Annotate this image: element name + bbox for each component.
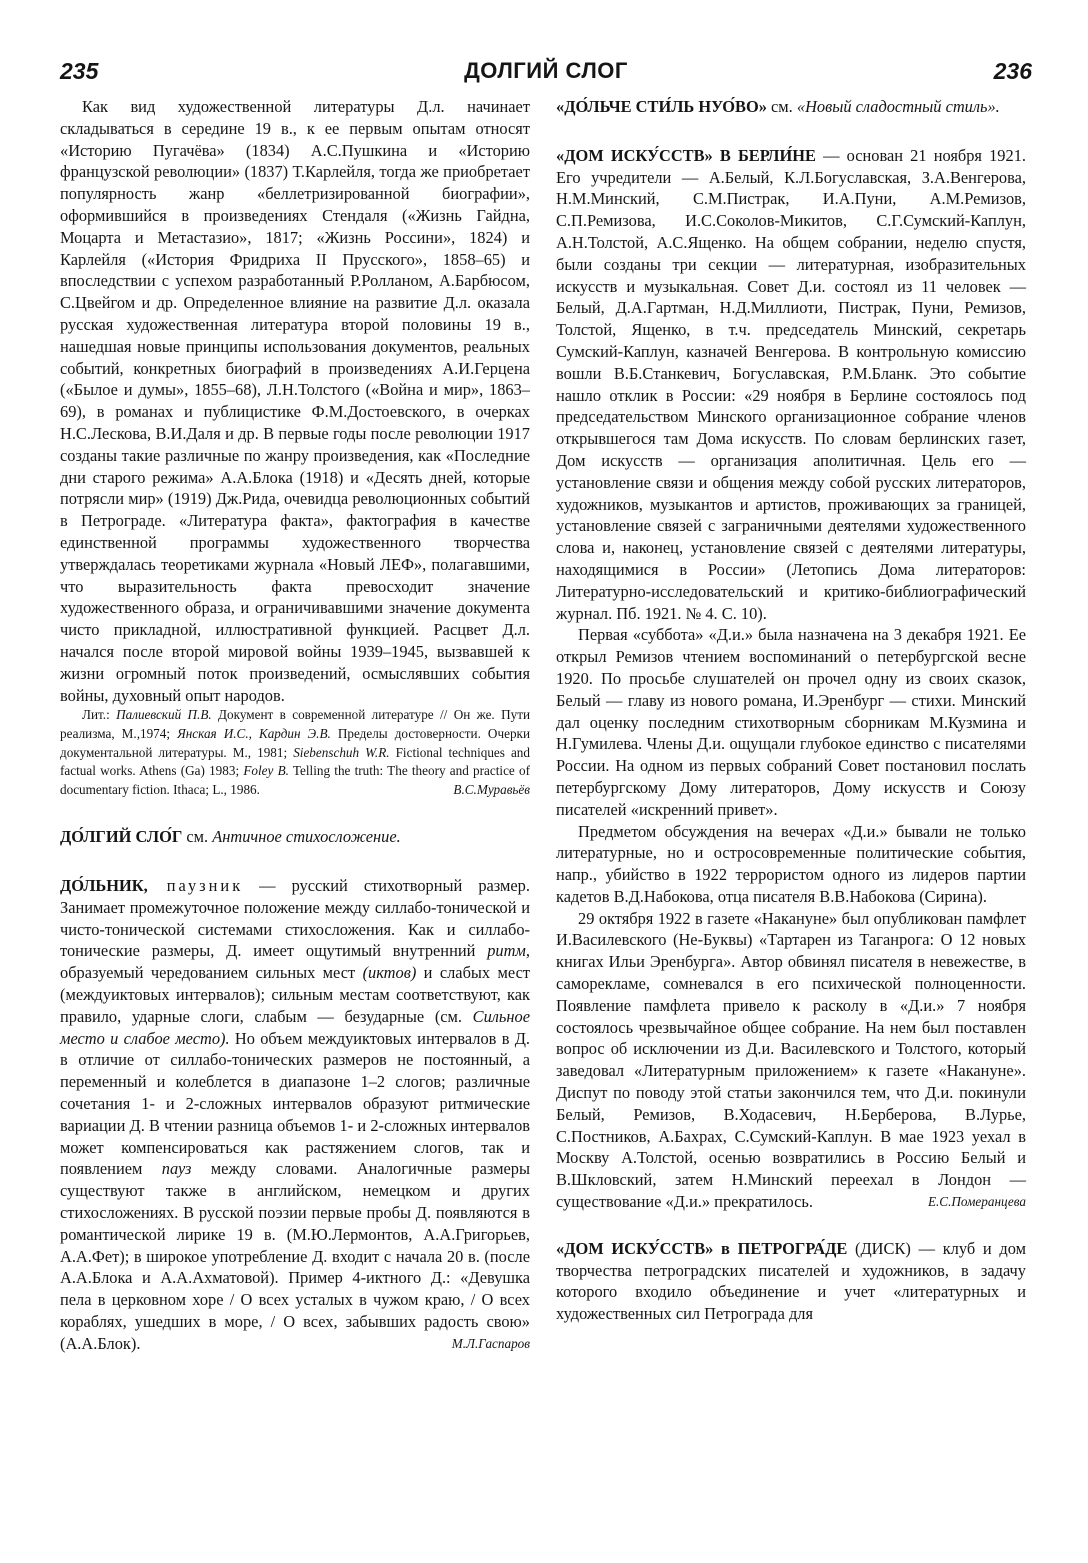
see-label: см. — [766, 97, 797, 116]
entry-spacer — [556, 118, 1026, 145]
cross-reference-link[interactable]: Сильное место и слабое место). — [60, 1006, 530, 1048]
entry-paragraph: Первая «суббота» «Д.и.» была назначена на 3 декабря 1921. Ее открыл Ремизов чтением воспоминаний о петербургской весне 1920. По просьбе слушателей он прочел одну из своих сказок, Белый — главу из нового романа, И.Эренбург — стихи. Минский дал оценку последним стихотворным сборникам М.Кузмина и Н.Гумилева. Члены Д.и. ощущали глубокое единство с писателями России. На одном из первых собраний Совет постановил послать петербургскому Дому литераторов, Дому искусств и Союзу писателей «искренний привет». — [556, 625, 1026, 819]
entry-paragraph — [556, 145, 1026, 625]
entry-headword: «ДО́ЛЬЧЕ СТИ́ЛЬ НУО́ВО» — [556, 97, 767, 116]
lit-title: Пределы достоверности. Очерки документальной литературы. М., 1981; — [60, 725, 530, 760]
right-column — [556, 96, 1026, 1325]
entry-text: , образуемый чередованием сильных мест — [60, 941, 530, 983]
lit-author: Siebenschuh W.R. — [293, 744, 390, 760]
cross-reference-link[interactable]: пауз — [161, 1159, 192, 1179]
page-number-left: 235 — [60, 58, 99, 84]
cross-reference-link[interactable]: Античное стихосложение. — [212, 827, 401, 847]
entry-text: Но объем междуиктовых интервалов в Д. в отличие от силлабо-тонических размеров не постоянный, а переменный и колеблется в диапазоне 1–2 слогов; различные сочетания 1- и 2-сложных интервалов образуют ритмические вариации Д. В чтении разница объемов 1- и 2-сложных интервалов может компенсироваться как растяжением слогов, так и появлением — [60, 1028, 531, 1179]
entry-cross-reference — [60, 826, 530, 848]
article-author: Е.С.Померанцева — [927, 1194, 1026, 1210]
entry-text: 29 октября 1922 в газете «Накануне» был опубликован памфлет И.Василевского (Не-Буквы) «Тартарен из Таганрога: О 12 новых книгах Ильи Эренбурга». Автор обвинял писателя в невежестве, в саморекламе, сомневался в его психической полноценности. Появление памфлета привело к расколу в «Д.и.» 7 ноября состоялось чрезвычайное общее собрание. На нем был поставлен вопрос об исключении из Д.и. Василевского и Толстого, который заведовал «Литературным приложением» к газете «Накануне». Диспут по поводу этой статьи закончился тем, что Д.и. покинули Белый, Ремизов, В.Ходасевич, Н.Берберова, В.Лурье, С.Постников, А.Бахрах, С.Сумский-Каплун. В мае 1923 уехал в Москву А.Толстой, осенью возвратились в Россию Белый и В.Шкловский, затем Н.Минский переехал в Лондон — существование «Д.и.» прекратилось. — [556, 908, 1026, 1212]
entry-text: и слабых мест (междуиктовых интервалов); сильным местам соответствуют, как правило, ударные слоги, слабым — безударные (см. — [60, 963, 531, 1026]
lit-author: Палиевский П.В. — [116, 707, 212, 723]
lit-author: Янская И.С., Кардин Э.В. — [177, 725, 331, 741]
entry-paragraph: Как вид художественной литературы Д.л. начинает складываться в середине 19 в., к ее первым опытам относят «Историю Пугачёва» (1834) А.С.Пушкина и «Историю французской революции» (1837) Т.Карлейля, тогда же приобретает популярность жанр «беллетризированной биографии», оформившийся в произведениях Стендаля («Жизнь Гайдна, Моцарта и Метастазио», 1817; «Жизнь Россини», 1824) и Карлейля («История Фридриха II Прусского», 1858–65) и впоследствии с успехом разработанный Р.Ролланом, А.Барбюсом, С.Цвейгом и др. Определенное влияние на развитие Д.л. оказала русская художественная литература второй половины 19 в., нашедшая новые принципы использования документов, реальных событий, конкретных биографий в произведениях А.И.Герцена («Былое и думы», 1855–68), Л.Н.Толстого («Война и мир», 1863–69), в романах и публицистике Ф.М.Достоевского, в очерках Н.С.Лескова, В.И.Даля и др. В первые годы после революции 1917 созданы такие различные по жанру произведения, как «Последние дни старого режима» А.А.Блока (1918) и «Десять дней, которые потрясли мир» (1919) Дж.Рида, очевидца революционных событий в Петрограде. «Литература факта», фактография в качестве единственной программы художественного творчества утверждалась теоретиками журнала «Новый ЛЕФ», полагавшими, что выразительность факта превосходит значение художественного образа, и ограничивавшими значение документа чисто прикладной, иллюстративной функцией. Расцвет Д.л. начался после второй мировой войны 1939–1945, вызвавшей к жизни огромный поток произведений, осмыслявших события войны, духовный опыт народов. — [60, 97, 530, 705]
running-head-title: ДОЛГИЙ СЛОГ — [464, 58, 628, 83]
entry-paragraph: Предметом обсуждения на вечерах «Д.и.» бывали не только литературные, но и остросовременные политические события, напр., убийство в 1922 террористом одного из лидеров партии кадетов В.Д.Набокова, отца писателя В.В.Набокова (Сирина). — [556, 821, 1026, 906]
entry-text: между словами. Аналогичные размеры существуют также в английском, немецком и других стихосложениях. В русской поэзии первые пробы Д. появляются в романтической лирике 19 в. (М.Ю.Лермонтов, А.А.Григорьев, А.А.Фет); в широкое употребление Д. входит с начала 20 в. (после А.А.Блока и А.А.Ахматовой). Пример 4-иктного Д.: «Девушка пела в церковном хоре / О всех усталых в чужом краю, / О всех кораблях, ушедших в море, / О всех, забывших радость свою» (А.А.Блок). — [60, 1159, 530, 1353]
entry-text: — русский стихотворный размер. Занимает промежуточное положение между силлабо-тонической и чисто-тонической системами стихосложения. Как и силлабо-тонические размеры, Д. имеет ощутимый внутренний — [60, 876, 530, 961]
entry-paragraph — [556, 1238, 1026, 1325]
cross-reference-link[interactable]: (иктов) — [362, 963, 417, 983]
article-author: М.Л.Гаспаров — [451, 1335, 530, 1351]
cross-reference-link[interactable]: ритм — [487, 941, 526, 961]
entry-text: — основан 21 ноября 1921. Его учредители — А.Белый, К.Л.Богуславская, З.А.Венгерова, Н.М.Минский, С.М.Пистрак, И.А.Пуни, А.М.Ремизов, С.П.Ремизова, И.С.Соколов-Микитов, С.Г.Сумский-Каплун, А.Н.Толстой, А.С.Ященко. На общем собрании, неделю спустя, были созданы три секции — литературная, изобразительных искусств и музыкальная. Совет Д.и. состоял из 11 человек — Белый, Д.А.Гартман, Н.Д.Миллиоти, Пистрак, Пуни, Ремизов, Толстой, Ященко, в т.ч. председатель Минский, секретарь Сумский-Каплун, казначей Венгерова. В контрольную комиссию вошли В.Б.Станкевич, Богуславская, Р.М.Бланк. Это событие нашло отклик в России: «29 ноября в Берлине состоялось под председательством Минского организационное собрание членов открывшегося там Дома искусств. По словам берлинских газет, Дом искусств — организация аполитичная. Цель его — установление связи и общения между собой русских литераторов, художников, музыкантов и артистов, проживающих за границей, установление связей с заграничными деятелями художественного слова и, наконец, установление связей с деятелями литературы, находящимися в России» (Летопись Дома литераторов: Литературно-исследовательский и критико-библиографический журнал. Пб. 1921. № 4. С. 10). — [556, 145, 1026, 623]
lit-title: Документ в современной литературе // Он же. Пути реализма, М.,1974; — [60, 707, 531, 741]
running-header — [60, 58, 1032, 90]
lit-title: Telling the truth: The theory and practice of documentary fiction. Ithaca; L., 1986. — [60, 763, 530, 797]
entry-headword: ДО́ЛЬНИК, — [60, 876, 148, 896]
entry-headword: ДО́ЛГИЙ СЛО́Г — [60, 827, 183, 847]
lit-author: Foley B. — [243, 763, 289, 779]
entry-cross-reference — [556, 96, 1026, 118]
entry-spacer — [60, 848, 530, 875]
left-column — [60, 96, 530, 1355]
literature-list — [60, 706, 530, 799]
lit-title: Fictional techniques and factual works. Athens (Ga) 1983; — [60, 744, 530, 779]
entry-synonym: паузник — [147, 876, 244, 896]
article-author: В.С.Муравьёв — [453, 781, 530, 797]
entry-paragraph — [60, 875, 530, 1355]
entry-spacer — [60, 799, 530, 826]
page-number-right: 236 — [993, 58, 1032, 84]
cross-reference-link[interactable]: «Новый сладостный стиль». — [796, 97, 1000, 116]
entry-paragraph — [556, 908, 1026, 1213]
entry-headword: «ДОМ ИСКУ́ССТВ» В БЕРЛИ́НЕ — [556, 145, 816, 165]
entry-text: (ДИСК) — клуб и дом творчества петроградских писателей и художников, в задачу которого входило объединение и учет «литературных и художественных сил Петрограда для — [556, 1238, 1026, 1324]
entry-spacer — [556, 1213, 1026, 1238]
literature-label: Лит.: — [82, 707, 117, 723]
see-label: см. — [182, 827, 213, 847]
entry-headword: «ДОМ ИСКУ́ССТВ» в ПЕТРОГРА́ДЕ — [556, 1238, 848, 1258]
